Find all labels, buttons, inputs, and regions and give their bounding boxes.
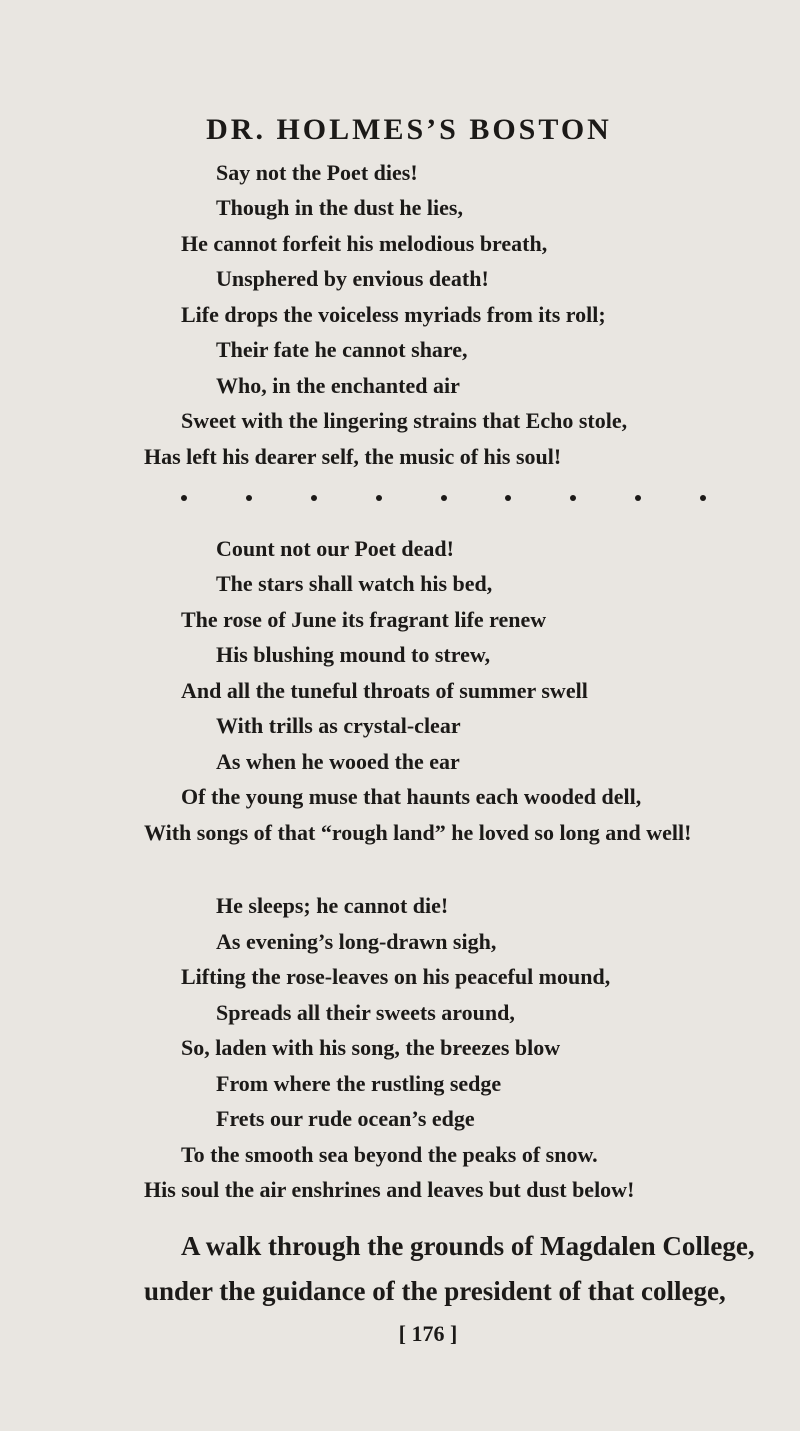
poem-line: Their fate he cannot share, <box>216 337 468 362</box>
poem-line: Though in the dust he lies, <box>216 195 463 220</box>
prose-line: A walk through the grounds of Magdalen College, <box>181 1231 755 1261</box>
ellipsis-dot <box>505 495 511 501</box>
poem-line: So, laden with his song, the breezes blow <box>181 1035 561 1060</box>
poem-line: Frets our rude ocean’s edge <box>216 1106 475 1131</box>
poem-line: Of the young muse that haunts each wooded dell, <box>181 784 642 809</box>
poem-line: Sweet with the lingering strains that Echo stole, <box>181 408 628 433</box>
poem-line: Spreads all their sweets around, <box>216 1000 515 1025</box>
poem-line: With trills as crystal-clear <box>216 713 461 738</box>
ellipsis-dot <box>181 495 187 501</box>
poem-line: The rose of June its fragrant life renew <box>181 607 547 632</box>
ellipsis-dot <box>376 495 382 501</box>
poem-line: Count not our Poet dead! <box>216 536 454 561</box>
poem-line: His blushing mound to strew, <box>216 642 491 667</box>
poem-line: Life drops the voiceless myriads from its roll; <box>181 302 606 327</box>
poem-line: As evening’s long-drawn sigh, <box>216 929 497 954</box>
ellipsis-dot <box>246 495 252 501</box>
poem-line: To the smooth sea beyond the peaks of snow. <box>181 1142 598 1167</box>
poem-line: Who, in the enchanted air <box>216 373 460 398</box>
ellipsis-dot <box>441 495 447 501</box>
poem-line: Lifting the rose-leaves on his peaceful mound, <box>181 964 611 989</box>
poem-line: Unsphered by envious death! <box>216 266 489 291</box>
poem-line: He cannot forfeit his melodious breath, <box>181 231 548 256</box>
page-number: [ 176 ] <box>398 1321 458 1346</box>
poem-line: The stars shall watch his bed, <box>216 571 493 596</box>
running-head: DR. HOLMES’S BOSTON <box>206 113 612 146</box>
ellipsis-dot <box>311 495 317 501</box>
poem-line: His soul the air enshrines and leaves but dust below! <box>144 1177 635 1202</box>
poem-line: Has left his dearer self, the music of his soul! <box>144 444 562 469</box>
poem-line: With songs of that “rough land” he loved so long and well! <box>144 820 692 845</box>
ellipsis-dot <box>635 495 641 501</box>
poem-line: As when he wooed the ear <box>216 749 460 774</box>
poem-line: Say not the Poet dies! <box>216 160 418 185</box>
ellipsis-dot <box>700 495 706 501</box>
poem-line: From where the rustling sedge <box>216 1071 502 1096</box>
ellipsis-dots <box>181 495 706 501</box>
poem-line: And all the tuneful throats of summer swell <box>181 678 588 703</box>
prose-line: under the guidance of the president of that college, <box>144 1276 726 1306</box>
ellipsis-dot <box>570 495 576 501</box>
poem-line: He sleeps; he cannot die! <box>216 893 449 918</box>
